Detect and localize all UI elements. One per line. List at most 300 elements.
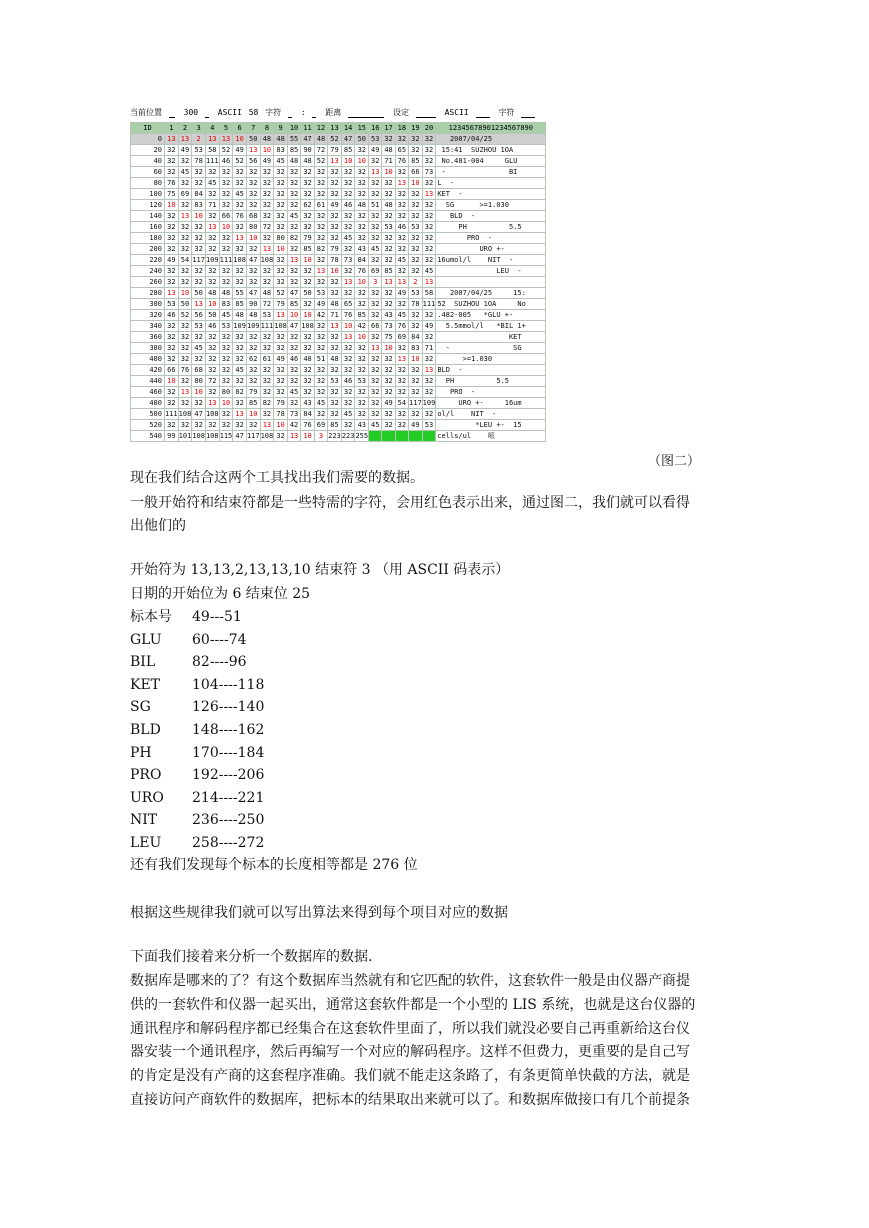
byte-cell[interactable]: 32 xyxy=(165,277,179,288)
byte-cell[interactable]: 85 xyxy=(246,398,260,409)
byte-cell[interactable]: 32 xyxy=(409,233,423,244)
byte-cell[interactable]: 69 xyxy=(178,189,192,200)
byte-cell[interactable]: 111 xyxy=(219,256,233,264)
byte-cell[interactable]: 13 xyxy=(205,134,219,145)
byte-cell[interactable]: 32 xyxy=(395,376,408,387)
byte-cell[interactable]: 255 xyxy=(355,432,369,440)
byte-cell[interactable]: 78 xyxy=(409,299,423,310)
byte-cell[interactable]: 48 xyxy=(314,134,327,145)
byte-cell[interactable]: 10 xyxy=(301,255,315,266)
byte-cell[interactable]: 111 xyxy=(165,410,178,418)
byte-cell[interactable]: 32 xyxy=(301,211,315,222)
byte-cell[interactable]: 13 xyxy=(369,343,382,354)
byte-cell[interactable]: 32 xyxy=(395,343,408,354)
table-row[interactable] xyxy=(131,189,546,200)
byte-cell[interactable]: 32 xyxy=(382,134,395,145)
byte-cell[interactable]: 32 xyxy=(341,211,355,222)
byte-cell[interactable]: 99 xyxy=(165,431,179,442)
byte-cell[interactable]: 32 xyxy=(192,266,206,277)
byte-cell[interactable]: 53 xyxy=(369,134,382,145)
table-row[interactable] xyxy=(131,266,546,277)
byte-cell[interactable]: 10 xyxy=(260,145,274,156)
byte-cell[interactable]: 32 xyxy=(314,178,327,189)
byte-cell[interactable]: 32 xyxy=(409,321,423,332)
byte-cell[interactable]: 32 xyxy=(301,299,315,310)
byte-cell[interactable]: 32 xyxy=(233,376,247,387)
byte-cell[interactable]: 32 xyxy=(274,211,288,222)
byte-cell[interactable]: 109 xyxy=(422,399,436,407)
byte-cell[interactable]: 48 xyxy=(328,354,342,365)
byte-cell[interactable]: 84 xyxy=(355,255,369,266)
byte-cell[interactable]: 32 xyxy=(274,365,288,376)
byte-cell[interactable]: 13 xyxy=(328,321,342,332)
byte-cell[interactable]: 13 xyxy=(165,134,179,145)
byte-cell[interactable]: 48 xyxy=(274,134,288,145)
byte-cell[interactable]: 32 xyxy=(422,156,436,167)
byte-cell[interactable]: 32 xyxy=(165,266,179,277)
byte-cell[interactable]: 13 xyxy=(165,288,179,299)
byte-cell[interactable]: 32 xyxy=(274,178,288,189)
byte-cell[interactable]: 46 xyxy=(165,310,179,321)
byte-cell[interactable]: 32 xyxy=(178,233,192,244)
byte-cell[interactable]: 108 xyxy=(301,322,314,330)
byte-cell[interactable]: 32 xyxy=(328,189,342,200)
byte-cell[interactable]: 32 xyxy=(246,332,260,343)
byte-cell[interactable]: 32 xyxy=(341,420,355,431)
byte-cell[interactable]: 10 xyxy=(355,332,369,343)
byte-cell[interactable]: 45 xyxy=(274,156,288,167)
byte-cell[interactable]: 13 xyxy=(178,387,192,398)
byte-cell[interactable]: 66 xyxy=(165,365,179,376)
byte-cell[interactable]: 47 xyxy=(287,321,300,332)
byte-cell[interactable]: 13 xyxy=(205,398,219,409)
byte-cell[interactable]: 32 xyxy=(382,365,395,376)
byte-cell[interactable]: 79 xyxy=(328,244,342,255)
byte-cell[interactable]: 32 xyxy=(246,178,260,189)
byte-cell[interactable]: 32 xyxy=(301,178,315,189)
byte-cell[interactable]: 32 xyxy=(314,387,327,398)
byte-cell[interactable]: 32 xyxy=(246,200,260,211)
byte-cell[interactable]: 85 xyxy=(409,156,423,167)
byte-cell[interactable]: 32 xyxy=(205,365,219,376)
byte-cell[interactable]: 71 xyxy=(422,343,436,354)
byte-cell[interactable]: 32 xyxy=(219,167,233,178)
byte-cell[interactable]: 32 xyxy=(355,233,369,244)
byte-cell[interactable]: 43 xyxy=(355,244,369,255)
byte-cell[interactable]: 32 xyxy=(192,277,206,288)
byte-cell[interactable]: 48 xyxy=(260,134,274,145)
table-row[interactable] xyxy=(131,277,546,288)
byte-cell[interactable]: 2 xyxy=(192,134,206,145)
byte-cell[interactable]: 32 xyxy=(355,343,369,354)
byte-cell[interactable]: 108 xyxy=(205,410,219,418)
byte-cell[interactable]: 32 xyxy=(369,156,382,167)
byte-cell[interactable]: 32 xyxy=(233,178,247,189)
byte-cell[interactable]: 32 xyxy=(205,266,219,277)
byte-cell[interactable]: 32 xyxy=(274,189,288,200)
table-row[interactable] xyxy=(131,233,546,244)
byte-cell[interactable]: 108 xyxy=(274,322,287,330)
byte-cell[interactable]: 52 xyxy=(178,310,192,321)
byte-cell[interactable]: 62 xyxy=(301,200,315,211)
byte-cell[interactable]: 13 xyxy=(369,167,382,178)
byte-cell[interactable]: 10 xyxy=(382,343,395,354)
byte-cell[interactable]: 32 xyxy=(165,145,179,156)
byte-cell[interactable]: 82 xyxy=(233,387,247,398)
byte-cell[interactable]: 32 xyxy=(165,420,179,431)
byte-cell[interactable]: 32 xyxy=(328,288,342,299)
byte-cell[interactable]: 32 xyxy=(395,409,408,420)
byte-cell[interactable]: 32 xyxy=(260,387,274,398)
byte-cell[interactable]: 32 xyxy=(314,233,327,244)
byte-cell[interactable]: 49 xyxy=(422,321,436,332)
byte-cell[interactable]: 10 xyxy=(246,233,260,244)
byte-cell[interactable]: 32 xyxy=(274,277,288,288)
byte-cell[interactable]: 32 xyxy=(233,343,247,354)
byte-cell[interactable]: 13 xyxy=(395,178,408,189)
byte-cell[interactable]: 32 xyxy=(178,277,192,288)
byte-cell[interactable]: 53 xyxy=(219,321,233,332)
byte-cell[interactable]: 79 xyxy=(274,299,288,310)
byte-cell[interactable]: 45 xyxy=(233,365,247,376)
byte-cell[interactable]: 32 xyxy=(341,398,355,409)
byte-cell[interactable]: 32 xyxy=(301,277,315,288)
byte-cell[interactable]: 108 xyxy=(260,256,274,264)
byte-cell[interactable]: 45 xyxy=(219,310,233,321)
byte-cell[interactable]: 32 xyxy=(274,255,288,266)
byte-cell[interactable]: 49 xyxy=(178,145,192,156)
byte-cell[interactable] xyxy=(422,431,436,442)
byte-cell[interactable]: 32 xyxy=(260,211,274,222)
byte-cell[interactable]: 80 xyxy=(246,222,260,233)
byte-cell[interactable]: 32 xyxy=(287,222,300,233)
byte-cell[interactable]: 46 xyxy=(205,321,219,332)
byte-cell[interactable]: 32 xyxy=(274,332,288,343)
byte-cell[interactable]: 76 xyxy=(165,178,179,189)
table-row[interactable] xyxy=(131,321,546,332)
byte-cell[interactable]: 32 xyxy=(369,409,382,420)
table-row[interactable] xyxy=(131,167,546,178)
byte-cell[interactable]: 32 xyxy=(233,200,247,211)
byte-cell[interactable]: 45 xyxy=(395,310,408,321)
byte-cell[interactable]: 32 xyxy=(382,178,395,189)
byte-cell[interactable]: 32 xyxy=(219,200,233,211)
byte-cell[interactable]: 32 xyxy=(219,365,233,376)
byte-cell[interactable]: 32 xyxy=(301,365,315,376)
byte-cell[interactable]: 49 xyxy=(314,299,327,310)
byte-cell[interactable]: 32 xyxy=(355,365,369,376)
byte-cell[interactable]: 56 xyxy=(192,310,206,321)
byte-cell[interactable]: 32 xyxy=(369,332,382,343)
byte-cell[interactable]: 66 xyxy=(369,321,382,332)
byte-cell[interactable]: 13 xyxy=(422,277,436,288)
byte-cell[interactable]: 3 xyxy=(369,277,382,288)
byte-cell[interactable]: 45 xyxy=(369,420,382,431)
byte-cell[interactable]: 223 xyxy=(341,432,355,440)
byte-cell[interactable]: 85 xyxy=(341,145,355,156)
byte-cell[interactable]: 49 xyxy=(260,156,274,167)
byte-cell[interactable]: 32 xyxy=(178,200,192,211)
table-row[interactable] xyxy=(131,365,546,376)
byte-cell[interactable]: 111 xyxy=(205,157,219,165)
byte-cell[interactable]: 32 xyxy=(422,409,436,420)
byte-cell[interactable]: 32 xyxy=(219,189,233,200)
table-row[interactable] xyxy=(131,310,546,321)
byte-cell[interactable]: 13 xyxy=(287,255,300,266)
byte-cell[interactable]: 32 xyxy=(178,222,192,233)
byte-cell[interactable]: 32 xyxy=(274,376,288,387)
byte-cell[interactable]: 32 xyxy=(233,244,247,255)
table-row[interactable] xyxy=(131,255,546,266)
byte-cell[interactable]: 32 xyxy=(409,134,423,145)
byte-cell[interactable]: 45 xyxy=(422,266,436,277)
byte-cell[interactable]: 10 xyxy=(219,222,233,233)
byte-cell[interactable]: 32 xyxy=(233,222,247,233)
byte-cell[interactable]: 53 xyxy=(422,420,436,431)
byte-cell[interactable]: 32 xyxy=(422,211,436,222)
byte-cell[interactable]: 32 xyxy=(422,134,436,145)
byte-cell[interactable]: 52 xyxy=(314,156,327,167)
byte-cell[interactable]: 13 xyxy=(219,134,233,145)
byte-cell[interactable]: 32 xyxy=(369,222,382,233)
byte-cell[interactable]: 32 xyxy=(287,189,300,200)
byte-cell[interactable]: 32 xyxy=(178,266,192,277)
byte-cell[interactable]: 47 xyxy=(192,409,206,420)
table-row[interactable] xyxy=(131,156,546,167)
byte-cell[interactable]: 32 xyxy=(382,299,395,310)
byte-cell[interactable]: 111 xyxy=(422,300,436,308)
byte-cell[interactable]: 84 xyxy=(301,409,315,420)
byte-cell[interactable]: 68 xyxy=(246,211,260,222)
byte-cell[interactable]: 56 xyxy=(246,156,260,167)
byte-cell[interactable]: 83 xyxy=(192,200,206,211)
byte-cell[interactable]: 32 xyxy=(274,222,288,233)
byte-cell[interactable]: 32 xyxy=(165,387,179,398)
byte-cell[interactable]: 32 xyxy=(274,431,288,442)
byte-cell[interactable]: 76 xyxy=(301,420,315,431)
byte-cell[interactable]: 13 xyxy=(260,420,274,431)
byte-cell[interactable]: 32 xyxy=(395,420,408,431)
byte-cell[interactable]: 10 xyxy=(219,398,233,409)
byte-cell[interactable]: 75 xyxy=(382,332,395,343)
byte-cell[interactable]: 32 xyxy=(314,189,327,200)
byte-cell[interactable]: 32 xyxy=(314,321,327,332)
byte-cell[interactable]: 32 xyxy=(246,365,260,376)
byte-cell[interactable]: 90 xyxy=(246,299,260,310)
byte-cell[interactable]: 32 xyxy=(165,332,179,343)
byte-cell[interactable]: 32 xyxy=(328,332,342,343)
byte-cell[interactable]: 32 xyxy=(382,211,395,222)
byte-cell[interactable]: 32 xyxy=(382,387,395,398)
byte-cell[interactable]: 32 xyxy=(219,409,233,420)
byte-cell[interactable]: 83 xyxy=(409,343,423,354)
byte-cell[interactable]: 32 xyxy=(178,156,192,167)
byte-cell[interactable]: 32 xyxy=(341,266,355,277)
byte-cell[interactable]: 45 xyxy=(369,244,382,255)
byte-cell[interactable]: 32 xyxy=(219,178,233,189)
byte-cell[interactable]: 32 xyxy=(369,178,382,189)
byte-cell[interactable]: 43 xyxy=(355,420,369,431)
byte-cell[interactable]: 32 xyxy=(422,354,436,365)
byte-cell[interactable]: 10 xyxy=(205,299,219,310)
table-row[interactable] xyxy=(131,134,546,145)
byte-cell[interactable]: 32 xyxy=(409,145,423,156)
byte-cell[interactable]: 53 xyxy=(409,288,423,299)
byte-cell[interactable]: 68 xyxy=(192,365,206,376)
byte-cell[interactable]: 58 xyxy=(422,288,436,299)
byte-cell[interactable]: 32 xyxy=(422,387,436,398)
byte-cell[interactable]: 109 xyxy=(233,322,246,330)
byte-cell[interactable]: 32 xyxy=(409,200,423,211)
byte-cell[interactable]: 32 xyxy=(205,387,219,398)
byte-cell[interactable]: 32 xyxy=(301,266,315,277)
byte-cell[interactable]: 73 xyxy=(341,255,355,266)
byte-cell[interactable]: 32 xyxy=(355,167,369,178)
byte-cell[interactable]: 79 xyxy=(301,233,315,244)
byte-cell[interactable]: 32 xyxy=(233,398,247,409)
byte-cell[interactable]: 32 xyxy=(192,332,206,343)
byte-cell[interactable]: 32 xyxy=(314,343,327,354)
byte-cell[interactable]: 48 xyxy=(382,145,395,156)
byte-cell[interactable]: 46 xyxy=(341,200,355,211)
byte-cell[interactable]: 79 xyxy=(246,387,260,398)
byte-cell[interactable]: 32 xyxy=(192,398,206,409)
byte-cell[interactable]: 10 xyxy=(341,321,355,332)
byte-cell[interactable]: 13 xyxy=(395,277,408,288)
byte-cell[interactable]: 49 xyxy=(395,288,408,299)
byte-cell[interactable]: 45 xyxy=(395,255,408,266)
byte-cell[interactable]: 32 xyxy=(355,145,369,156)
byte-cell[interactable]: 32 xyxy=(382,420,395,431)
byte-cell[interactable]: 32 xyxy=(328,167,342,178)
byte-cell[interactable]: 32 xyxy=(287,200,300,211)
byte-cell[interactable]: 45 xyxy=(192,343,206,354)
byte-cell[interactable]: 32 xyxy=(369,365,382,376)
byte-cell[interactable]: 32 xyxy=(355,178,369,189)
byte-cell[interactable]: 108 xyxy=(205,432,219,440)
byte-cell[interactable]: 32 xyxy=(165,211,179,222)
byte-cell[interactable]: 32 xyxy=(409,211,423,222)
byte-cell[interactable]: 32 xyxy=(355,409,369,420)
table-row[interactable] xyxy=(131,398,546,409)
byte-cell[interactable]: 32 xyxy=(422,200,436,211)
byte-cell[interactable]: 32 xyxy=(328,211,342,222)
byte-cell[interactable]: 76 xyxy=(178,365,192,376)
byte-cell[interactable]: 32 xyxy=(260,266,274,277)
byte-cell[interactable]: 32 xyxy=(260,409,274,420)
byte-cell[interactable]: 51 xyxy=(314,354,327,365)
byte-cell[interactable]: 85 xyxy=(328,420,342,431)
byte-cell[interactable]: 13 xyxy=(260,244,274,255)
byte-cell[interactable]: 84 xyxy=(192,189,206,200)
byte-cell[interactable]: 45 xyxy=(205,178,219,189)
byte-cell[interactable]: 10 xyxy=(301,431,315,442)
byte-cell[interactable]: 32 xyxy=(246,376,260,387)
byte-cell[interactable]: 75 xyxy=(165,189,179,200)
byte-cell[interactable]: 32 xyxy=(409,255,423,266)
byte-cell[interactable]: 32 xyxy=(369,299,382,310)
table-row[interactable] xyxy=(131,376,546,387)
byte-cell[interactable]: 32 xyxy=(246,266,260,277)
byte-cell[interactable]: 32 xyxy=(287,332,300,343)
byte-cell[interactable]: 32 xyxy=(355,288,369,299)
byte-cell[interactable]: 13 xyxy=(341,332,355,343)
table-row[interactable] xyxy=(131,211,546,222)
byte-cell[interactable]: 32 xyxy=(274,266,288,277)
byte-cell[interactable]: 108 xyxy=(233,256,246,264)
byte-cell[interactable]: 45 xyxy=(341,409,355,420)
byte-cell[interactable]: 32 xyxy=(260,277,274,288)
byte-cell[interactable]: 48 xyxy=(246,310,260,321)
byte-cell[interactable]: 32 xyxy=(382,288,395,299)
byte-cell[interactable]: 52 xyxy=(274,288,288,299)
byte-cell[interactable]: 13 xyxy=(205,222,219,233)
byte-cell[interactable]: 58 xyxy=(205,145,219,156)
byte-cell[interactable]: 32 xyxy=(422,310,436,321)
byte-cell[interactable]: 47 xyxy=(341,134,355,145)
byte-cell[interactable]: 66 xyxy=(409,167,423,178)
byte-cell[interactable]: 32 xyxy=(341,343,355,354)
byte-cell[interactable]: 32 xyxy=(409,387,423,398)
byte-cell[interactable]: 32 xyxy=(219,354,233,365)
byte-cell[interactable]: 13 xyxy=(178,134,192,145)
byte-cell[interactable]: 32 xyxy=(219,332,233,343)
byte-cell[interactable]: 32 xyxy=(219,233,233,244)
byte-cell[interactable]: 32 xyxy=(205,233,219,244)
byte-cell[interactable]: 10 xyxy=(355,277,369,288)
byte-cell[interactable]: 61 xyxy=(314,200,327,211)
byte-cell[interactable]: 32 xyxy=(274,343,288,354)
byte-cell[interactable]: 32 xyxy=(314,409,327,420)
byte-cell[interactable]: 32 xyxy=(355,211,369,222)
byte-cell[interactable]: 61 xyxy=(260,354,274,365)
byte-cell[interactable]: 13 xyxy=(233,409,247,420)
byte-cell[interactable]: 32 xyxy=(314,222,327,233)
byte-cell[interactable]: 32 xyxy=(233,266,247,277)
byte-cell[interactable]: 32 xyxy=(395,387,408,398)
byte-cell[interactable]: 13 xyxy=(233,233,247,244)
byte-cell[interactable]: 13 xyxy=(422,189,436,200)
byte-cell[interactable]: 32 xyxy=(314,255,327,266)
byte-cell[interactable]: 32 xyxy=(274,200,288,211)
byte-cell[interactable]: 46 xyxy=(395,222,408,233)
byte-cell[interactable]: 49 xyxy=(233,145,247,156)
byte-cell[interactable]: 72 xyxy=(260,222,274,233)
byte-cell[interactable]: 51 xyxy=(369,200,382,211)
byte-cell[interactable]: 115 xyxy=(219,432,233,440)
byte-cell[interactable]: 32 xyxy=(369,387,382,398)
byte-cell[interactable]: 32 xyxy=(274,387,288,398)
byte-cell[interactable]: 32 xyxy=(233,354,247,365)
byte-cell[interactable]: 32 xyxy=(205,189,219,200)
byte-cell[interactable]: 10 xyxy=(409,354,423,365)
byte-cell[interactable]: 32 xyxy=(395,266,408,277)
byte-cell[interactable]: 2 xyxy=(409,277,423,288)
byte-cell[interactable]: 45 xyxy=(178,167,192,178)
byte-cell[interactable]: 32 xyxy=(165,321,179,332)
byte-cell[interactable]: 49 xyxy=(328,200,342,211)
byte-cell[interactable]: 47 xyxy=(233,431,247,442)
byte-cell[interactable]: 32 xyxy=(301,189,315,200)
byte-cell[interactable]: 46 xyxy=(287,354,300,365)
byte-cell[interactable]: 32 xyxy=(205,343,219,354)
byte-cell[interactable]: 117 xyxy=(192,256,205,264)
byte-cell[interactable]: 10 xyxy=(382,167,395,178)
byte-cell[interactable]: 32 xyxy=(341,387,355,398)
table-row[interactable] xyxy=(131,387,546,398)
byte-cell[interactable]: 32 xyxy=(341,354,355,365)
byte-cell[interactable]: 32 xyxy=(341,189,355,200)
